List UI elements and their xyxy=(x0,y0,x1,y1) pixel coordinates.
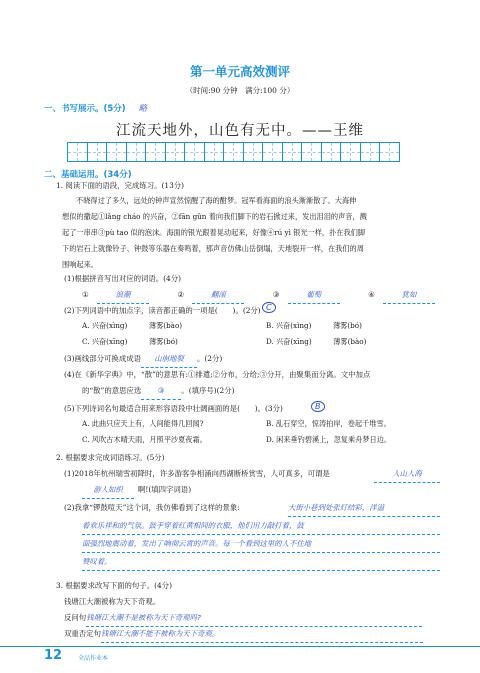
q1-sub5: (5)下列诗词名句最适合用来形容语段中壮阔画面的是( )。(3分) xyxy=(64,404,283,413)
q1-sub3-answer: 山崩地裂 xyxy=(141,351,197,368)
q2-sub2-answer-4: 赞叹着。 xyxy=(82,554,440,571)
q3-rewrite-1-label: 反问句 xyxy=(64,613,87,622)
grid-cell xyxy=(243,142,264,162)
page-number: 12 xyxy=(44,648,63,663)
option-b: B. 乱石穿空，惊涛拍岸，卷起千堆雪。 xyxy=(266,419,391,428)
q3-stem: 3. 根据要求改写下面的句子。(4分) xyxy=(56,581,172,590)
answer-number: ② xyxy=(177,290,184,299)
grid-cell xyxy=(340,142,361,162)
option-b: B. 兴奋(xìng) 薄雾(bó) xyxy=(266,321,362,330)
grid-cell xyxy=(282,142,303,162)
q3-rewrite-1-answer: 钱塘江大潮不是被称为天下奇观吗? xyxy=(86,610,422,627)
section-2-heading: 二、基础运用。(34分) xyxy=(44,170,132,180)
section-1-heading xyxy=(44,102,147,114)
grid-cell xyxy=(184,142,205,162)
answer-number: ③ xyxy=(272,290,280,299)
q1-sub3-text: (3)画线部分可换成成语 xyxy=(64,354,141,363)
grid-cell xyxy=(360,142,381,162)
q3-rewrite-2-answer: 钱塘江大潮不能不被称为天下奇观。 xyxy=(101,626,423,643)
q2-sub1-answer-2: 游人如织 xyxy=(82,482,134,499)
passage-line: 起了一串串③pù tao 似的泡沫。海面的银光跟着晃动起来，好像④rú yì 银光一样，扑在我们脚 xyxy=(62,228,366,237)
section-1-heading-text: 一、书写展示。(5分) xyxy=(44,104,126,114)
q1-passage xyxy=(62,193,448,273)
writing-grid xyxy=(67,142,399,162)
page-title: 第一单元高效测评 xyxy=(189,64,290,79)
grid-cell xyxy=(165,142,186,162)
grid-cell xyxy=(223,142,244,162)
q1-sub5-answer xyxy=(311,401,325,412)
grid-cell xyxy=(126,142,147,162)
passage-line: 下的岩石上就像铃子、钟鼓等乐器在奏鸣着，那声音仿佛山岳倒塌，天地裂开一样，在我们的周 xyxy=(62,244,364,253)
passage-line: 不晓得过了多久，远处的钟声宣然惊醒了海的酣梦。冠军看海面的浪头渐渐散了。大海伸 xyxy=(76,196,357,205)
option-c: C. 兴奋(xīng) 薄雾(bó) xyxy=(82,337,178,346)
option-d: D. 闲来垂钓碧溪上，忽复乘舟梦日边。 xyxy=(266,435,392,444)
q2-sub1-tail: 啊!(填四字词语) xyxy=(138,485,192,494)
grid-cell xyxy=(106,142,127,162)
page-subtitle: （时间:90 分钟 满分:100 分） xyxy=(185,86,295,95)
option-d: D. 兴奋(xīng) 薄雾(bào) xyxy=(266,337,367,346)
q1-sub4-text: 的“散”的意思应选 xyxy=(82,386,142,395)
grid-cell xyxy=(87,142,108,162)
answer-4: 犹如 xyxy=(383,287,435,304)
section-1-answer: 略 xyxy=(138,104,148,114)
passage-line: 想似的撒起①lǎng cháo 的兴奋，②fān gǔn 着向我们脚下的岩石掀过来，发出泪泪的声音，溅 xyxy=(62,212,367,221)
grid-cell xyxy=(204,142,225,162)
q2-sub2-answer-1: 大街小巷到处张灯结彩，洋溢 xyxy=(288,500,440,517)
answer-1: 浪潮 xyxy=(97,287,149,304)
q3-rewrite-2 xyxy=(64,626,423,643)
answer-circle: C xyxy=(262,302,276,313)
grid-cell xyxy=(262,142,283,162)
q2-sub1: (1)2018年杭州瑞雪初降时，许多游客争相涌向西湖断桥赏雪，人可真多，可谓是 xyxy=(64,469,330,478)
q3-rewrite-1 xyxy=(64,610,422,627)
q1-stem: 1. 阅读下面的语段，完成练习。(13分) xyxy=(56,181,185,190)
answer-3: 葡萄 xyxy=(288,287,340,304)
answer-number: ④ xyxy=(368,290,375,299)
answer-2: 翻滚 xyxy=(192,287,244,304)
q2-stem: 2. 根据要求完成词语练习。(5分) xyxy=(56,453,165,462)
q1-sub4-answer: ③ xyxy=(141,383,181,400)
grid-cell xyxy=(145,142,166,162)
q1-sub4-tail: 。(填序号)(2分) xyxy=(181,386,235,395)
q1-sub3 xyxy=(64,351,222,368)
q2-sub1-answer-1: 人山人海 xyxy=(374,466,440,483)
q1-sub2-answer xyxy=(262,302,276,313)
copy-text: 江流天地外，山色有无中。——王维 xyxy=(116,123,364,139)
q1-sub1: (1)根据拼音写出对应的词语。(4分) xyxy=(64,274,182,283)
q3-sentence: 钱塘江大潮被称为天下奇观。 xyxy=(64,597,161,606)
answer-circle: B xyxy=(311,401,325,412)
option-a: A. 此曲只应天上有，人间能得几回闻? xyxy=(82,419,204,428)
footer-tag: 全品作业本 xyxy=(78,655,109,662)
q2-sub2-answer-2: 着欢乐祥和的气氛。鼓手穿着红黄相间的衣服，他们用力敲打着，鼓 xyxy=(82,518,440,535)
answer-number: ① xyxy=(82,290,89,299)
q1-sub4-line1: (4)在《新华字典》中，“散”的意思有:①排遣;②分布，分给;③分开，由聚集而分离。文中加点 xyxy=(64,370,371,379)
passage-line: 围响起来。 xyxy=(62,260,98,269)
q2-sub1-line2 xyxy=(82,482,191,499)
grid-cell xyxy=(379,142,400,162)
grid-cell xyxy=(67,142,88,162)
footer-divider xyxy=(0,646,480,647)
option-c: C. 风吹古木晴天雨，月照平沙夏夜霜。 xyxy=(82,435,207,444)
q1-sub2: (2)下列词语中的加点字，读音都正确的一项是( )。(2分) xyxy=(64,306,261,315)
q2-sub2-answer-3: 面强烈地震动着，发出了响彻云霄的声音。每一个看到这里的人不住地 xyxy=(82,536,440,553)
q3-rewrite-2-label: 双重否定句 xyxy=(64,629,101,638)
q2-sub2: (2)我拿“锣鼓喧天”这个词，我仿佛看到了这样的景象: xyxy=(64,503,240,512)
q1-sub4-line2 xyxy=(82,383,235,400)
grid-cell xyxy=(301,142,322,162)
grid-cell xyxy=(321,142,342,162)
q1-sub3-points: 。(2分) xyxy=(197,354,223,363)
option-a: A. 兴奋(xìng) 薄雾(bào) xyxy=(82,321,183,330)
